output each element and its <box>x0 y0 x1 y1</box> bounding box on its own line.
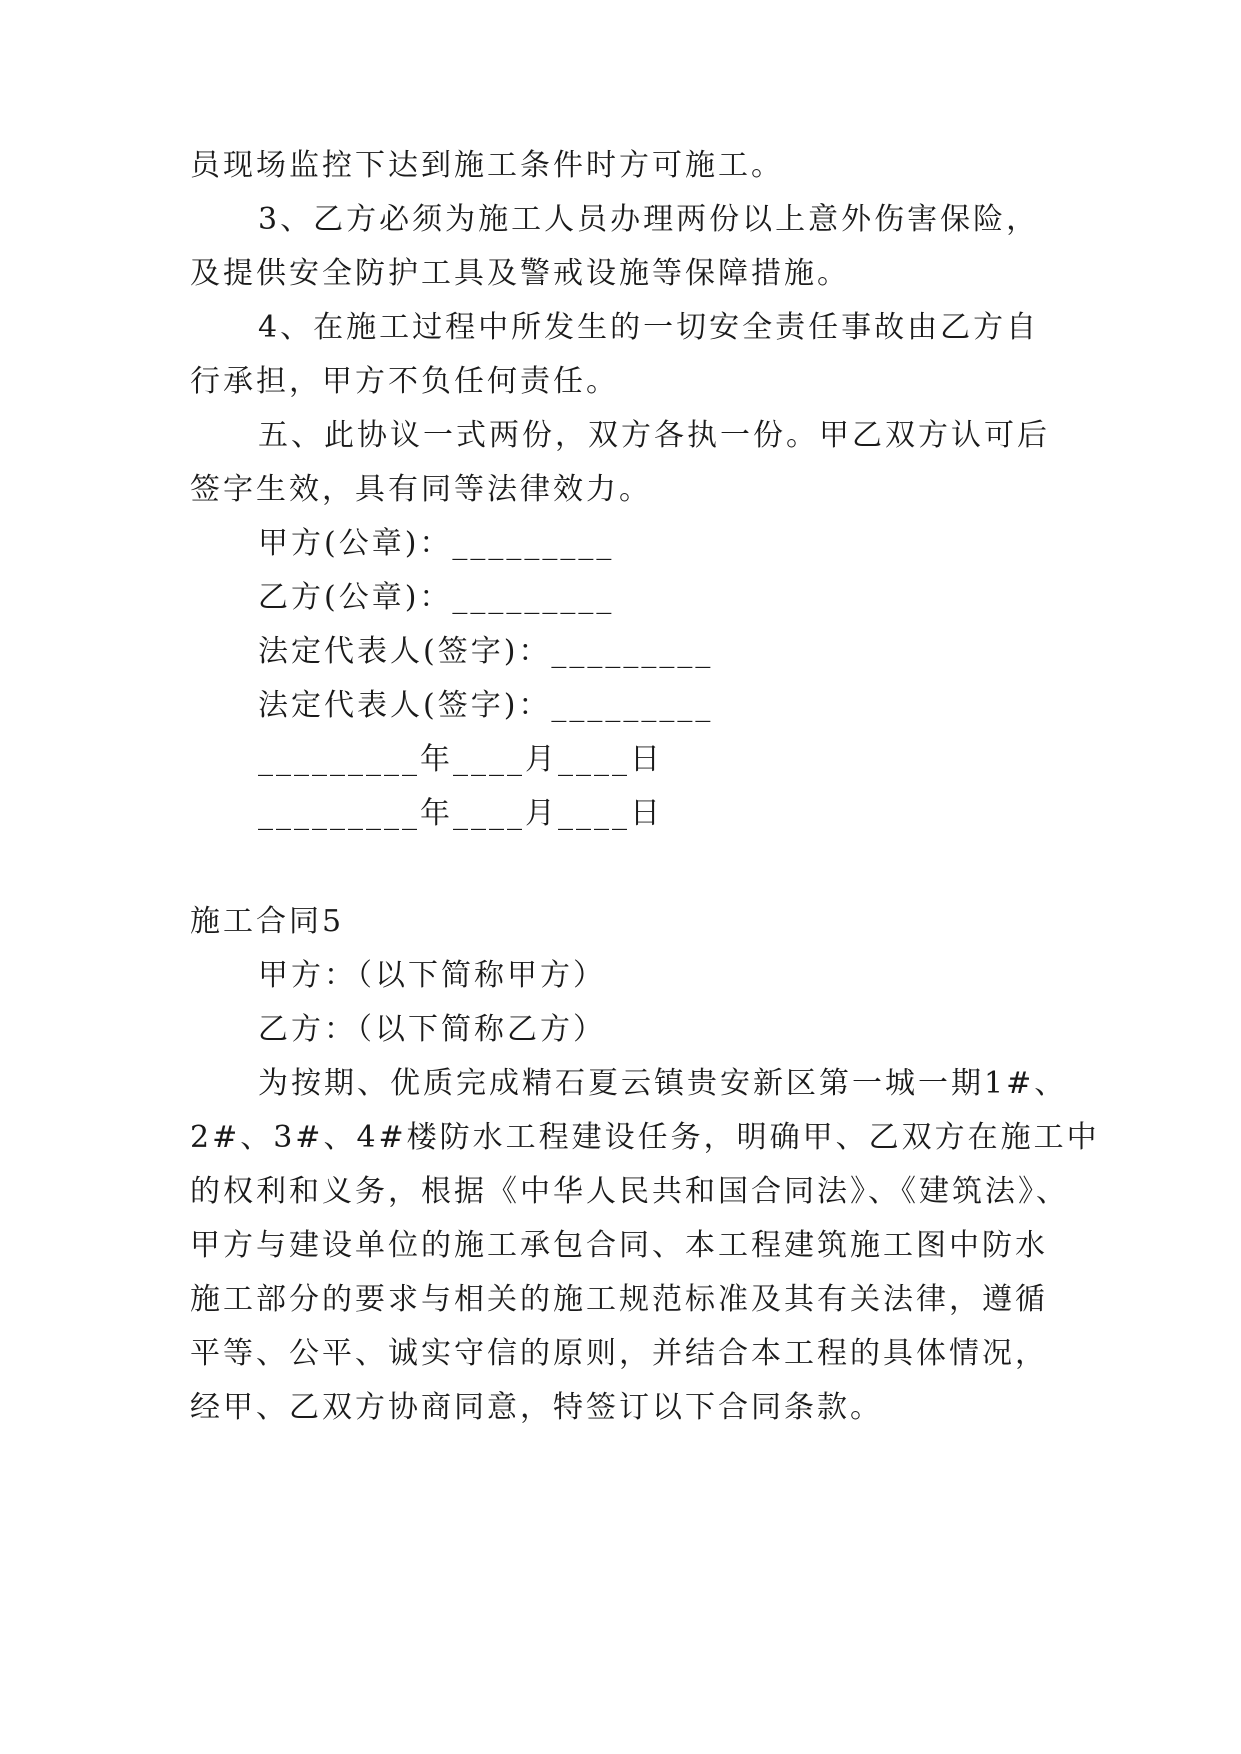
preamble-line: 为按期、优质完成精石夏云镇贵安新区第一城一期1#、 <box>258 1066 1068 1101</box>
preamble-line: 施工部分的要求与相关的施工规范标准及其有关法律，遵循 <box>190 1282 1048 1317</box>
preamble-line: 经甲、乙双方协商同意，特签订以下合同条款。 <box>190 1390 883 1425</box>
legal-rep-signature-line: 法定代表人(签字)：_________ <box>258 688 714 723</box>
paragraph-line: 员现场监控下达到施工条件时方可施工。 <box>190 148 784 183</box>
paragraph-line: 行承担，甲方不负任何责任。 <box>190 364 619 399</box>
section-title: 施工合同5 <box>190 904 345 939</box>
paragraph-line: 签字生效，具有同等法律效力。 <box>190 472 652 507</box>
party-a-line: 甲方：（以下简称甲方） <box>258 958 606 993</box>
paragraph-line: 及提供安全防护工具及警戒设施等保障措施。 <box>190 256 850 291</box>
section-five-line: 五、此协议一式两份，双方各执一份。甲乙双方认可后 <box>258 418 1050 453</box>
preamble-line: 的权利和义务，根据《中华人民共和国合同法》、《建筑法》、 <box>190 1174 1069 1209</box>
preamble-line: 甲方与建设单位的施工承包合同、本工程建筑施工图中防水 <box>190 1228 1048 1263</box>
party-b-seal-line: 乙方(公章)：_________ <box>258 580 615 615</box>
date-line: _________年____月____日 <box>258 796 663 831</box>
legal-rep-signature-line: 法定代表人(签字)：_________ <box>258 634 714 669</box>
clause-3-line: 3、乙方必须为施工人员办理两份以上意外伤害保险， <box>258 202 1040 237</box>
clause-4-line: 4、在施工过程中所发生的一切安全责任事故由乙方自 <box>258 310 1040 345</box>
preamble-line: 2#、3#、4#楼防水工程建设任务，明确甲、乙双方在施工中 <box>190 1120 1100 1155</box>
party-a-seal-line: 甲方(公章)：_________ <box>258 526 615 561</box>
party-b-line: 乙方：（以下简称乙方） <box>258 1012 606 1047</box>
preamble-line: 平等、公平、诚实守信的原则，并结合本工程的具体情况， <box>190 1336 1048 1371</box>
date-line: _________年____月____日 <box>258 742 663 777</box>
